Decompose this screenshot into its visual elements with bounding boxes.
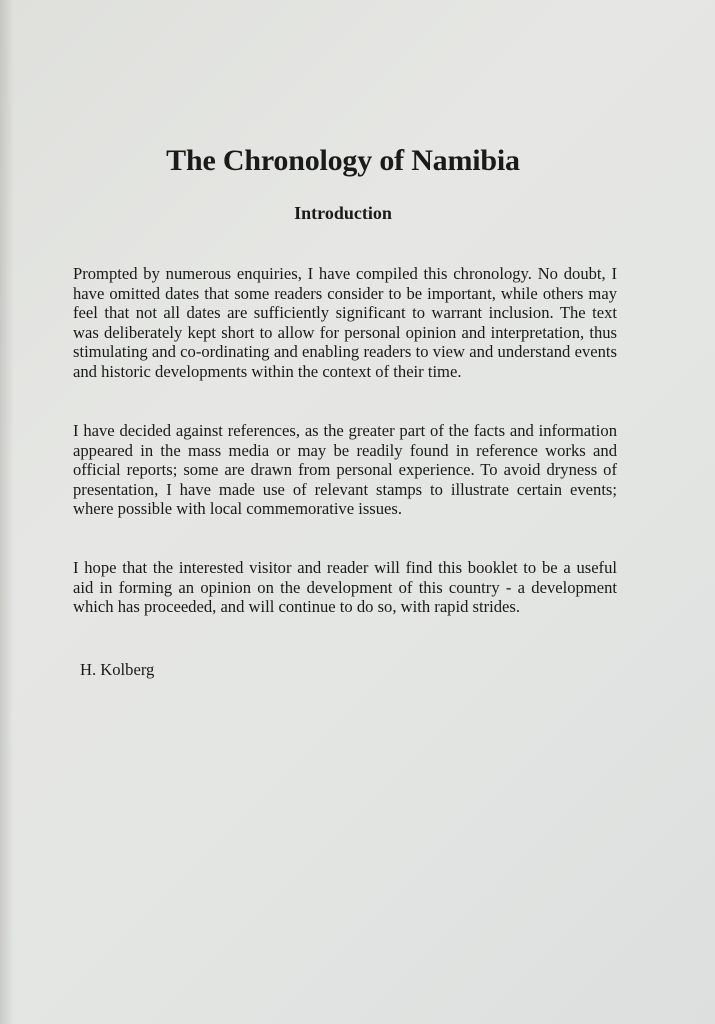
paragraph-3: I hope that the interested visitor and reader will find this booklet to be a useful aid in forming an opinion on the development of this country - a development which has proceeded, and will continue to do so, with rapid strides. (73, 558, 617, 617)
paragraph-2: I have decided against references, as the greater part of the facts and information appeared in the mass media or may be readily found in reference works and official reports; some are drawn from personal experience. To avoid dryness of presentation, I have made use of relevant stamps to illustrate certain events; where possible with local commemorative issues. (73, 421, 617, 519)
author-signature: H. Kolberg (80, 660, 155, 679)
section-heading: Introduction (294, 203, 392, 223)
page-title: The Chronology of Namibia (166, 144, 520, 177)
paragraph-1: Prompted by numerous enquiries, I have compiled this chronology. No doubt, I have omitted dates that some readers consider to be important, while others may feel that not all dates are sufficiently significant to warrant inclusion. The text was deliberately kept short to allow for personal opinion and interpretation, thus stimulating and co-ordinating and enabling readers to view and understand events and historic developments within the context of their time. (73, 264, 617, 381)
